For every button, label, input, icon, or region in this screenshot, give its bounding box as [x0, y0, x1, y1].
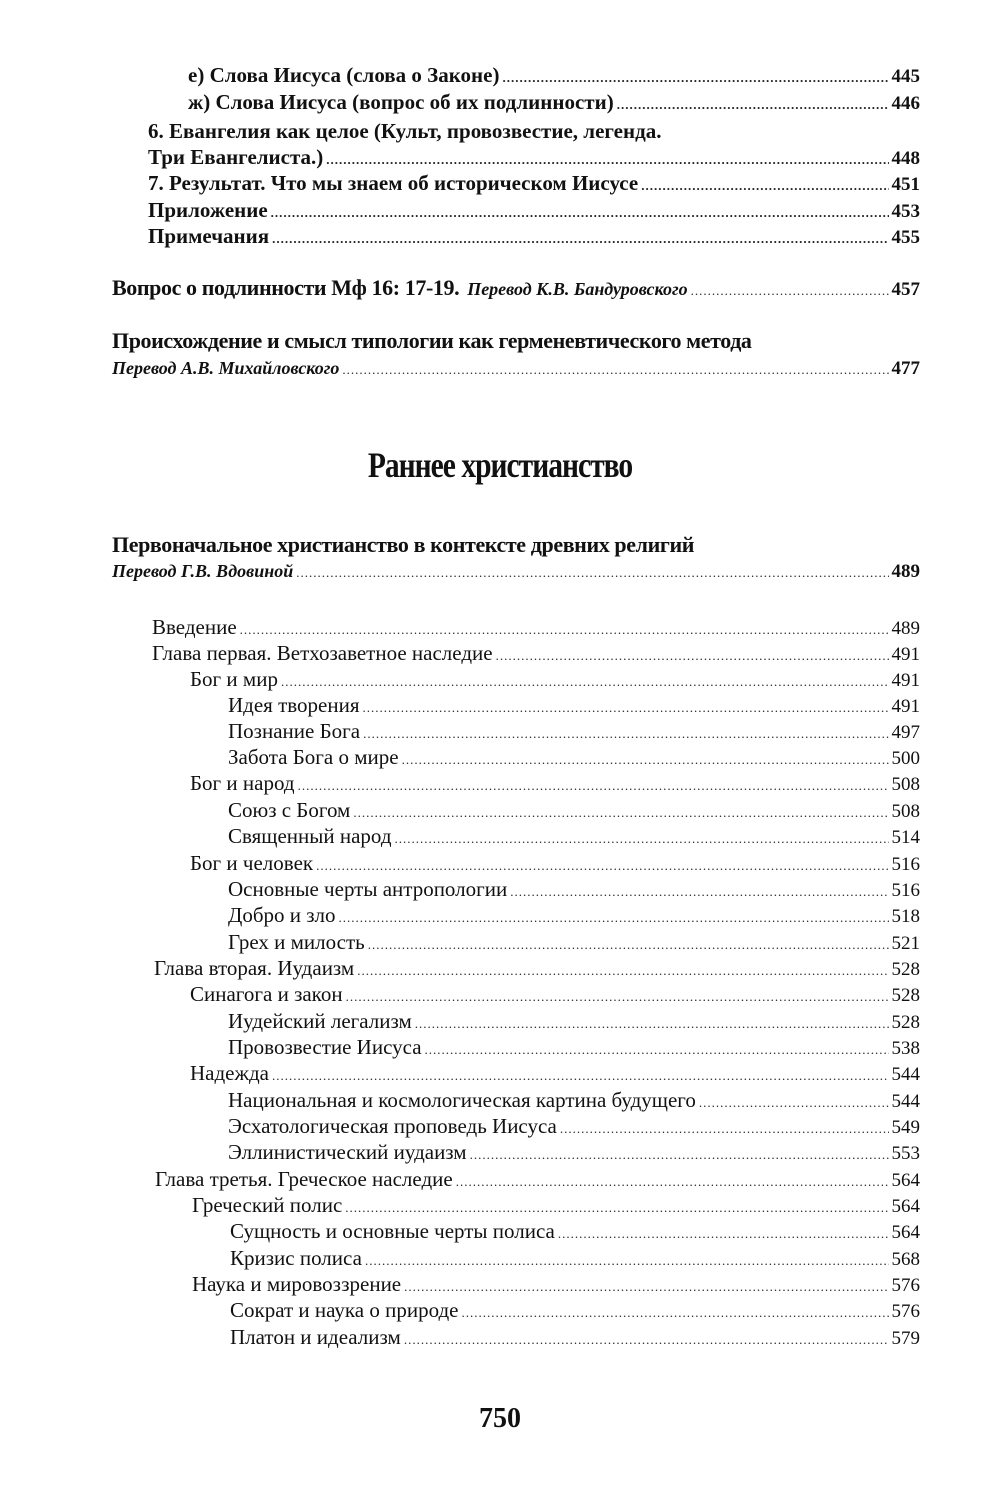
article-entry[interactable]	[112, 355, 920, 383]
toc-entry[interactable]	[148, 223, 920, 252]
entry-title: Бог и народ	[190, 771, 295, 795]
entry-page: 446	[891, 93, 920, 114]
entry-page: 568	[891, 1249, 920, 1270]
entry-page: 576	[891, 1275, 920, 1296]
entry-title: Союз с Богом	[228, 798, 351, 822]
dot-leader	[558, 1221, 889, 1247]
toc-entry[interactable]	[228, 1008, 920, 1037]
article-translator: Перевод Г.В. Вдовиной	[112, 561, 294, 581]
entry-title: Грех и милость	[228, 930, 365, 954]
dot-leader	[470, 1142, 889, 1168]
toc-entry[interactable]	[190, 981, 920, 1010]
article-page: 457	[891, 279, 920, 300]
toc-entry[interactable]	[190, 666, 920, 695]
article-entry[interactable]	[112, 275, 920, 304]
article-page: 489	[891, 561, 920, 582]
entry-title: Добро и зло	[228, 903, 336, 927]
dot-leader	[461, 1300, 888, 1326]
toc-entry[interactable]	[228, 744, 920, 773]
entry-page: 549	[891, 1117, 920, 1138]
toc-entry[interactable]	[230, 1324, 920, 1353]
toc-entry[interactable]	[228, 797, 920, 826]
entry-page: 564	[891, 1222, 920, 1243]
entry-title: 7. Результат. Что мы знаем об историческом Иисусе	[148, 171, 639, 195]
entry-title: Кризис полиса	[230, 1246, 362, 1270]
entry-page: 453	[891, 201, 920, 222]
article-page: 477	[891, 358, 920, 379]
entry-title: Познание Бога	[228, 719, 361, 743]
toc-entry[interactable]	[228, 1087, 920, 1116]
toc-entry[interactable]	[148, 144, 920, 173]
toc-entry[interactable]	[188, 89, 920, 118]
entry-page: 544	[891, 1064, 920, 1085]
entry-title: Глава первая. Ветхозаветное наследие	[152, 641, 493, 665]
entry-page: 528	[891, 959, 920, 980]
article-translator: Перевод А.В. Михайловского	[112, 358, 340, 378]
entry-page: 521	[891, 933, 920, 954]
entry-page: 491	[891, 670, 920, 691]
dot-leader	[298, 773, 889, 799]
entry-page: 500	[891, 748, 920, 769]
entry-page: 538	[891, 1038, 920, 1059]
entry-page: 508	[891, 774, 920, 795]
entry-page: 508	[891, 801, 920, 822]
entry-title: Приложение	[148, 198, 268, 222]
toc-entry[interactable]	[228, 1139, 920, 1168]
dot-leader	[296, 560, 888, 586]
dot-leader	[404, 1327, 889, 1353]
entry-title: Синагога и закон	[190, 982, 343, 1006]
entry-page: 528	[891, 1012, 920, 1033]
entry-page: 579	[891, 1328, 920, 1349]
entry-title: Сократ и наука о природе	[230, 1298, 459, 1322]
entry-title: Бог и мир	[190, 667, 278, 691]
entry-title: Примечания	[148, 224, 270, 248]
entry-title-line1: 6. Евангелия как целое (Культ, провозвестие, легенда.	[148, 119, 662, 143]
entry-title: Платон и идеализм	[230, 1325, 401, 1349]
entry-page: 491	[891, 644, 920, 665]
toc-entry[interactable]	[152, 614, 920, 643]
toc-entry[interactable]	[228, 902, 920, 931]
toc-entry[interactable]	[192, 1192, 920, 1221]
toc-entry[interactable]	[228, 692, 920, 721]
entry-title: Сущность и основные черты полиса	[230, 1219, 555, 1243]
toc-entry[interactable]	[230, 1218, 920, 1247]
entry-title: Бог и человек	[190, 851, 314, 875]
entry-title: Эллинистический иудаизм	[228, 1140, 467, 1164]
page-number: 750	[479, 1403, 521, 1434]
entry-page: 514	[891, 827, 920, 848]
toc-entry[interactable]	[230, 1297, 920, 1326]
toc-entry[interactable]	[228, 718, 920, 747]
dot-leader	[641, 173, 888, 199]
toc-entry[interactable]	[228, 929, 920, 958]
entry-title: Национальная и космологическая картина будущего	[228, 1088, 696, 1112]
toc-entry[interactable]	[148, 170, 920, 199]
entry-page: 564	[891, 1196, 920, 1217]
dot-leader	[346, 984, 889, 1010]
entry-page: 451	[891, 174, 920, 195]
toc-entry[interactable]	[190, 850, 920, 879]
toc-entry[interactable]	[148, 197, 920, 226]
toc-entry[interactable]	[230, 1245, 920, 1274]
entry-page: 489	[891, 618, 920, 639]
toc-entry[interactable]	[154, 955, 920, 984]
entry-title: Идея творения	[228, 693, 360, 717]
toc-entry[interactable]	[188, 62, 920, 91]
entry-page: 497	[891, 722, 920, 743]
entry-page: 564	[891, 1170, 920, 1191]
entry-title: Эсхатологическая проповедь Иисуса	[228, 1114, 557, 1138]
entry-title: ж) Слова Иисуса (вопрос об их подлинности)	[188, 90, 614, 114]
toc-entry[interactable]	[228, 1113, 920, 1142]
entry-title: Три Евангелиста.)	[148, 145, 324, 169]
article-title: Вопрос о подлинности Мф 16: 17-19.	[112, 275, 460, 300]
entry-title: Забота Бога о мире	[228, 745, 399, 769]
entry-title: Священный народ	[228, 824, 392, 848]
toc-entry[interactable]	[155, 1166, 920, 1195]
dot-leader	[502, 65, 888, 91]
dot-leader	[339, 905, 889, 931]
dot-leader	[617, 92, 889, 118]
entry-page: 455	[891, 227, 920, 248]
entry-title: Основные черты антропологии	[228, 877, 508, 901]
toc-entry[interactable]	[228, 823, 920, 852]
article-title: Происхождение и смысл типологии как герменевтического метода	[112, 328, 752, 353]
entry-title: Глава третья. Греческое наследие	[155, 1167, 453, 1191]
entry-page: 491	[891, 696, 920, 717]
article-title: Первоначальное христианство в контексте древних религий	[112, 532, 694, 557]
toc-entry[interactable]	[228, 876, 920, 905]
entry-page: 553	[891, 1143, 920, 1164]
dot-leader	[272, 1063, 888, 1089]
entry-title: Иудейский легализм	[228, 1009, 412, 1033]
entry-title: е) Слова Иисуса (слова о Законе)	[188, 63, 500, 87]
entry-page: 518	[891, 906, 920, 927]
entry-title: Глава вторая. Иудаизм	[154, 956, 355, 980]
entry-page: 516	[891, 854, 920, 875]
entry-page: 516	[891, 880, 920, 901]
article-entry[interactable]	[112, 558, 920, 586]
toc-entry[interactable]	[228, 1034, 920, 1063]
entry-title: Надежда	[190, 1061, 270, 1085]
entry-title: Провозвестие Иисуса	[228, 1035, 422, 1059]
dot-leader	[395, 826, 889, 852]
entry-title: Введение	[152, 615, 237, 639]
dot-leader	[691, 278, 889, 304]
dot-leader	[342, 357, 888, 383]
dot-leader	[272, 226, 888, 252]
entry-page: 544	[891, 1091, 920, 1112]
entry-page: 528	[891, 985, 920, 1006]
toc-entry[interactable]	[152, 640, 920, 669]
toc-entry[interactable]	[190, 770, 920, 799]
article-translator: Перевод К.В. Бандуровского	[467, 279, 688, 299]
entry-title: Греческий полис	[192, 1193, 343, 1217]
toc-entry[interactable]	[192, 1271, 920, 1300]
toc-entry[interactable]	[190, 1060, 920, 1089]
entry-page: 445	[891, 66, 920, 87]
entry-page: 448	[891, 148, 920, 169]
entry-title: Наука и мировоззрение	[192, 1272, 402, 1296]
entry-page: 576	[891, 1301, 920, 1322]
section-title: Раннее христианство	[367, 445, 633, 485]
